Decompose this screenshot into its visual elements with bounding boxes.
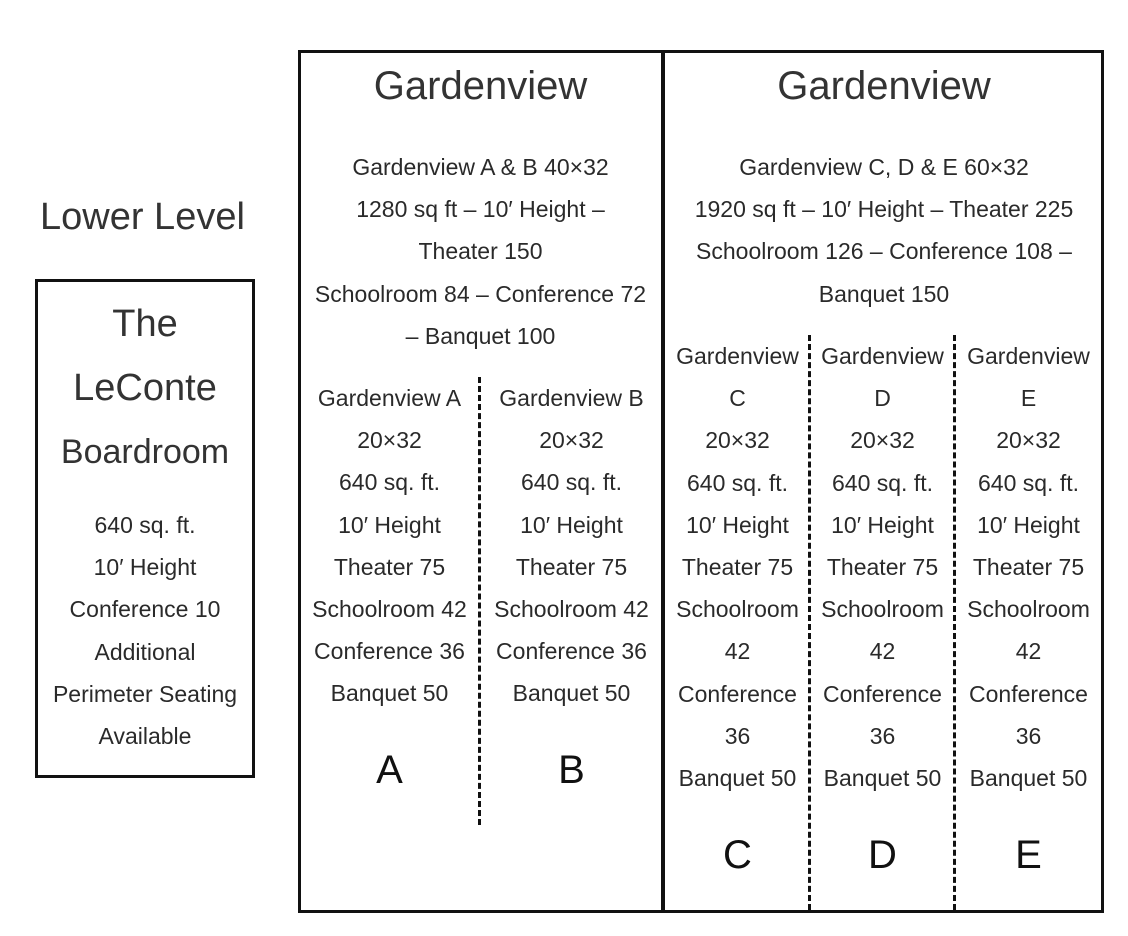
room-line: Gardenview bbox=[967, 343, 1090, 369]
leconte-title-line: Boardroom bbox=[60, 433, 230, 471]
room-line: 20×32 bbox=[850, 427, 915, 454]
room-line: Schoolroom 42 bbox=[312, 596, 467, 623]
divider-c-d bbox=[808, 335, 811, 910]
room-line: 640 sq. ft. bbox=[338, 469, 440, 496]
room-line: Banquet 50 bbox=[512, 680, 631, 707]
room-gardenview-c bbox=[665, 335, 810, 799]
room-line: Theater 75 bbox=[681, 554, 794, 581]
summary-line: 1920 sq ft – 10′ Height – Theater 225 bbox=[694, 196, 1074, 223]
divider-a-b bbox=[478, 377, 481, 825]
room-line: Schoolroom bbox=[821, 596, 944, 623]
room-line: E bbox=[1020, 385, 1037, 412]
summary-line: Banquet 150 bbox=[818, 280, 950, 307]
room-letter-d: D bbox=[868, 833, 897, 877]
room-line: 36 bbox=[1015, 722, 1042, 749]
gardenview-cde-title: Gardenview bbox=[777, 64, 991, 108]
room-gardenview-b bbox=[481, 377, 662, 715]
leconte-details bbox=[38, 504, 252, 757]
summary-line: Theater 150 bbox=[418, 238, 543, 265]
room-gardenview-d bbox=[810, 335, 955, 799]
leconte-title-line: The bbox=[112, 303, 178, 345]
room-line: 36 bbox=[724, 722, 751, 749]
room-line: Banquet 50 bbox=[969, 765, 1088, 792]
room-line: D bbox=[874, 385, 891, 412]
gardenview-ab-summary bbox=[298, 146, 663, 357]
room-line: 20×32 bbox=[996, 427, 1061, 454]
room-line: Gardenview bbox=[821, 343, 944, 369]
leconte-detail-line: Perimeter Seating bbox=[52, 680, 238, 707]
leconte-boardroom-box bbox=[35, 279, 255, 778]
room-line: Conference bbox=[678, 680, 797, 707]
room-line: 42 bbox=[869, 638, 896, 665]
room-line: Gardenview B bbox=[499, 385, 644, 411]
room-line: 10′ Height bbox=[686, 511, 789, 538]
room-line: Banquet 50 bbox=[678, 765, 797, 792]
room-line: Schoolroom bbox=[676, 596, 799, 623]
room-line: Conference 36 bbox=[314, 638, 465, 665]
leconte-detail-line: Available bbox=[98, 723, 192, 750]
room-line: Theater 75 bbox=[826, 554, 939, 581]
summary-line: Schoolroom 84 – Conference 72 bbox=[314, 280, 647, 307]
leconte-detail-line: Conference 10 bbox=[69, 596, 221, 623]
room-line: 640 sq. ft. bbox=[831, 469, 933, 496]
room-line: 640 sq. ft. bbox=[520, 469, 622, 496]
leconte-detail-line: 640 sq. ft. bbox=[94, 512, 196, 538]
room-line: 640 sq. ft. bbox=[686, 469, 788, 496]
divider-d-e bbox=[953, 335, 956, 910]
lower-level-heading: Lower Level bbox=[40, 196, 245, 238]
room-line: 10′ Height bbox=[977, 511, 1080, 538]
room-line: Theater 75 bbox=[972, 554, 1085, 581]
room-line: 20×32 bbox=[539, 427, 604, 454]
gardenview-ab-title: Gardenview bbox=[373, 64, 588, 108]
room-line: Schoolroom 42 bbox=[494, 596, 649, 623]
summary-line: 1280 sq ft – 10′ Height – bbox=[356, 196, 605, 223]
leconte-detail-line: Additional bbox=[94, 638, 196, 665]
leconte-detail-line: 10′ Height bbox=[93, 554, 197, 581]
room-line: Theater 75 bbox=[515, 553, 628, 580]
room-line: Conference bbox=[969, 680, 1088, 707]
room-line: Conference 36 bbox=[496, 638, 647, 665]
room-line: C bbox=[729, 385, 746, 412]
room-line: Theater 75 bbox=[333, 553, 446, 580]
room-line: Gardenview bbox=[676, 343, 799, 369]
room-line: 640 sq. ft. bbox=[977, 469, 1079, 496]
room-letter-e: E bbox=[1015, 833, 1042, 877]
room-line: 10′ Height bbox=[338, 511, 441, 538]
leconte-title-line: LeConte bbox=[73, 367, 217, 409]
room-letter-a: A bbox=[376, 748, 403, 792]
gardenview-cde-summary bbox=[665, 146, 1103, 315]
room-gardenview-a bbox=[299, 377, 480, 715]
summary-line: – Banquet 100 bbox=[405, 322, 556, 349]
room-line: Conference bbox=[823, 680, 942, 707]
room-line: Banquet 50 bbox=[823, 765, 942, 792]
room-line: 20×32 bbox=[357, 427, 422, 454]
room-line: 36 bbox=[869, 722, 896, 749]
room-gardenview-e bbox=[956, 335, 1101, 799]
room-line: 42 bbox=[1015, 638, 1042, 665]
room-letter-b: B bbox=[558, 748, 585, 792]
room-line: 42 bbox=[724, 638, 751, 665]
room-line: 20×32 bbox=[705, 427, 770, 454]
room-line: Banquet 50 bbox=[330, 680, 449, 707]
room-line: Gardenview A bbox=[317, 385, 462, 411]
summary-line: Gardenview C, D & E 60×32 bbox=[739, 154, 1029, 180]
room-letter-c: C bbox=[723, 833, 752, 877]
room-line: Schoolroom bbox=[967, 596, 1090, 623]
leconte-title bbox=[38, 292, 252, 484]
summary-line: Gardenview A & B 40×32 bbox=[352, 154, 609, 180]
summary-line: Schoolroom 126 – Conference 108 – bbox=[696, 238, 1072, 265]
room-line: 10′ Height bbox=[520, 511, 623, 538]
room-line: 10′ Height bbox=[831, 511, 934, 538]
